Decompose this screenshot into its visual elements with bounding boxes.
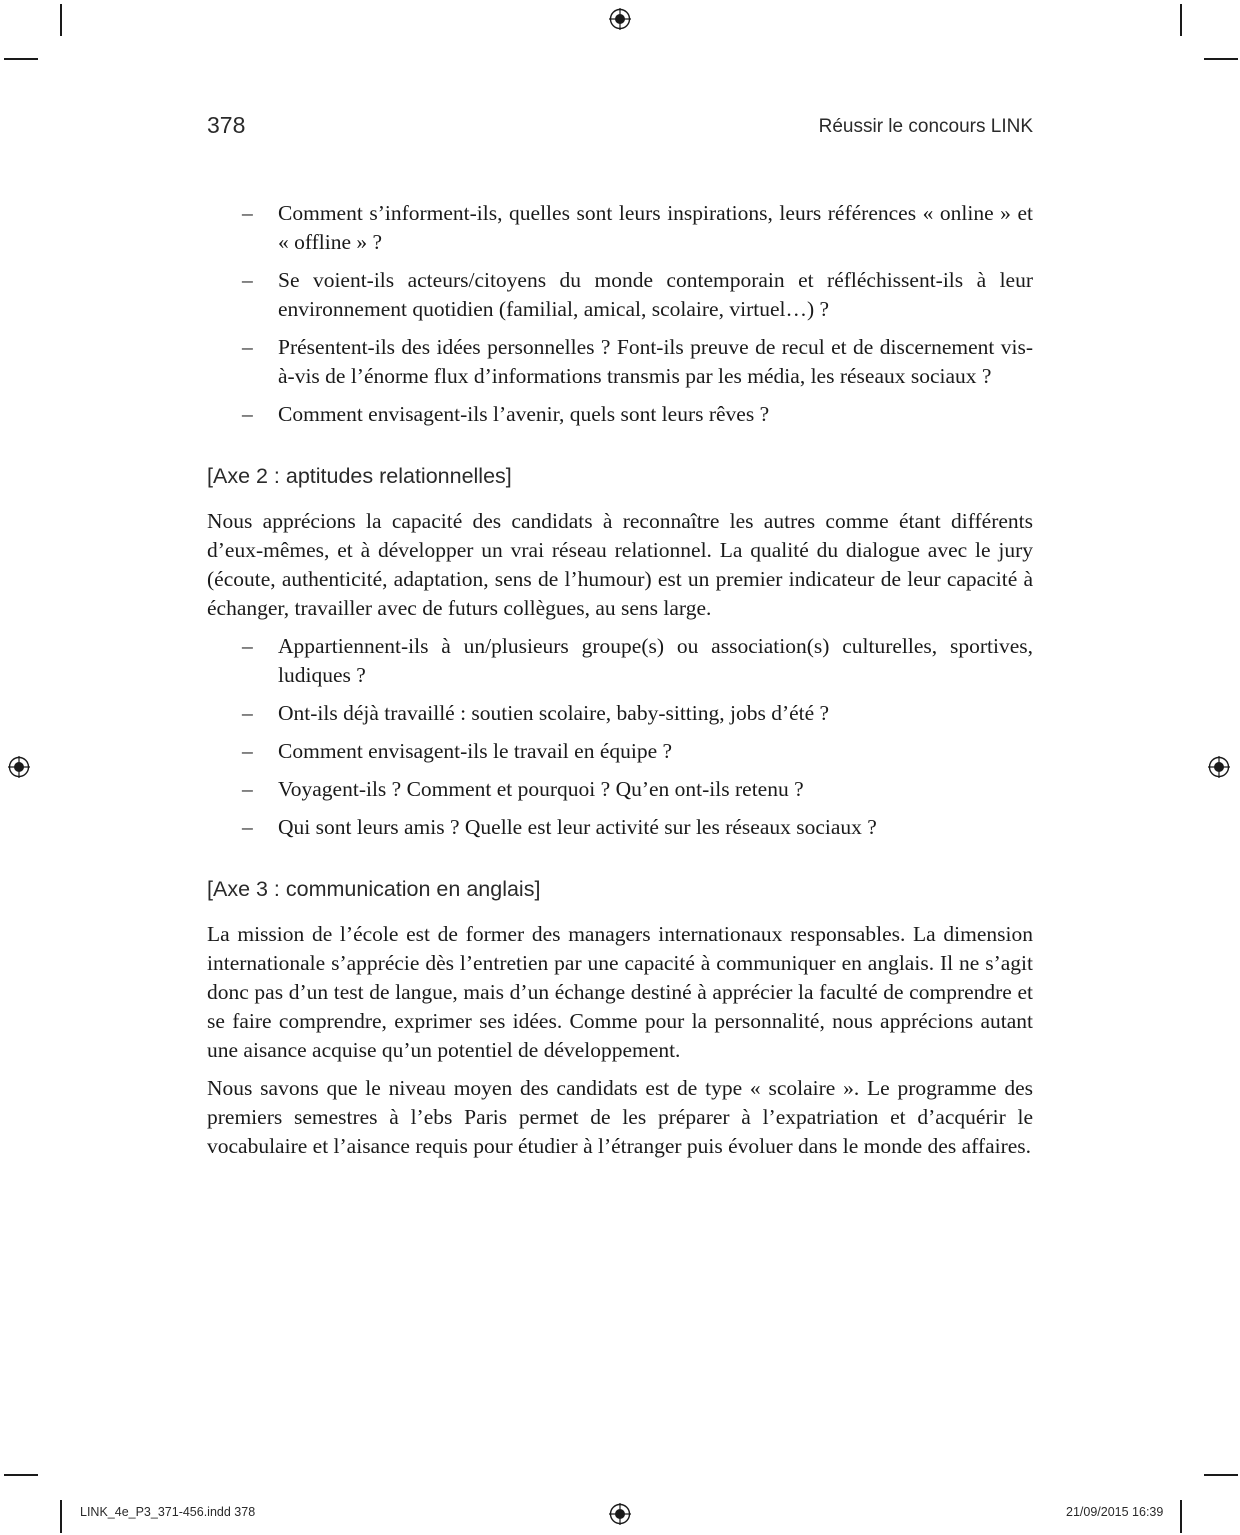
list-item: – Se voient-ils acteurs/citoyens du monde contemporain et réfléchissent-ils à leur environnement quotidien (familial, amical, scolaire, virtuel…) ? bbox=[242, 268, 1033, 321]
axe2-question-list bbox=[207, 632, 1033, 842]
list-item: – Comment envisagent-ils le travail en équipe ? bbox=[207, 737, 1033, 766]
bullet-dash: – bbox=[242, 335, 253, 359]
crop-mark-top-left-v bbox=[60, 4, 62, 36]
registration-mark-top-icon bbox=[609, 8, 631, 30]
registration-mark-left-icon bbox=[8, 756, 30, 778]
axe3-paragraph: Nous savons que le niveau moyen des candidats est de type « scolaire ». Le programme des premiers semestres à l’ebs Paris permet de les préparer à l’expatriation et d’acquérir le vocabulaire et l’aisance requis pour étudier à l’étranger puis évoluer dans le monde des affaires. bbox=[207, 1076, 1033, 1158]
axe1-question-list bbox=[207, 199, 1033, 429]
list-item: – Qui sont leurs amis ? Quelle est leur activité sur les réseaux sociaux ? bbox=[207, 813, 1033, 842]
list-item: – Voyagent-ils ? Comment et pourquoi ? Qu’en ont-ils retenu ? bbox=[207, 775, 1033, 804]
axe2-paragraph: Nous apprécions la capacité des candidats à reconnaître les autres comme étant différents d’eux-mêmes, et à développer un vrai réseau relationnel. La qualité du dialogue avec le jury (écoute, authenticité, adaptation, sens de l’humour) est un premier indicateur de leur capacité à échanger, travailler avec de futurs collègues, au sens large. bbox=[207, 509, 1033, 620]
bullet-dash: – bbox=[242, 201, 253, 225]
book-title: Réussir le concours LINK bbox=[818, 116, 1033, 137]
crop-mark-bottom-right-v bbox=[1180, 1500, 1182, 1533]
crop-mark-top-right-h bbox=[1204, 58, 1238, 60]
list-item: – Présentent-ils des idées personnelles ? Font-ils preuve de recul et de discernement vis-à-vis de l’énorme flux d’informations transmis par les média, les réseaux sociaux ? bbox=[242, 335, 1033, 388]
bullet-dash: – bbox=[242, 634, 253, 658]
slug-datetime: 21/09/2015 16:39 bbox=[1066, 1505, 1164, 1519]
crop-mark-top-left-h bbox=[4, 58, 38, 60]
bullet-dash: – bbox=[242, 701, 253, 725]
crop-mark-bottom-left-v bbox=[60, 1500, 62, 1533]
axe2-heading: [Axe 2 : aptitudes relationnelles] bbox=[207, 464, 512, 488]
registration-mark-bottom-icon bbox=[609, 1503, 631, 1525]
page-content bbox=[207, 199, 1033, 1170]
bullet-dash: – bbox=[242, 739, 253, 763]
slug-filename: LINK_4e_P3_371-456.indd 378 bbox=[80, 1505, 256, 1519]
bullet-dash: – bbox=[242, 815, 253, 839]
list-item: – Ont-ils déjà travaillé : soutien scolaire, baby-sitting, jobs d’été ? bbox=[207, 699, 1033, 728]
axe3-heading: [Axe 3 : communication en anglais] bbox=[207, 877, 541, 901]
crop-mark-top-right-v bbox=[1180, 4, 1182, 36]
bullet-dash: – bbox=[242, 268, 253, 292]
axe3-paragraph: La mission de l’école est de former des managers internationaux responsables. La dimension internationale s’apprécie dès l’entretien par une capacité à communiquer en anglais. Il ne s’agit donc pas d’un test de langue, mais d’un échange destiné à apprécier la faculté de comprendre et se faire comprendre, exprimer ses idées. Comme pour la personnalité, nous apprécions autant une aisance acquise qu’un potentiel de développement. bbox=[207, 922, 1033, 1062]
registration-mark-right-icon bbox=[1208, 756, 1230, 778]
crop-mark-bottom-right-h bbox=[1204, 1474, 1238, 1476]
list-item: – Comment envisagent-ils l’avenir, quels sont leurs rêves ? bbox=[207, 400, 1033, 429]
bullet-dash: – bbox=[242, 402, 253, 426]
page-number: 378 bbox=[207, 112, 246, 138]
crop-mark-bottom-left-h bbox=[4, 1474, 38, 1476]
list-item: – Appartiennent-ils à un/plusieurs groupe(s) ou association(s) culturelles, sportives, ludiques ? bbox=[242, 634, 1033, 687]
bullet-dash: – bbox=[242, 777, 253, 801]
list-item: – Comment s’informent-ils, quelles sont leurs inspirations, leurs références « online » et « offline » ? bbox=[242, 201, 1033, 254]
